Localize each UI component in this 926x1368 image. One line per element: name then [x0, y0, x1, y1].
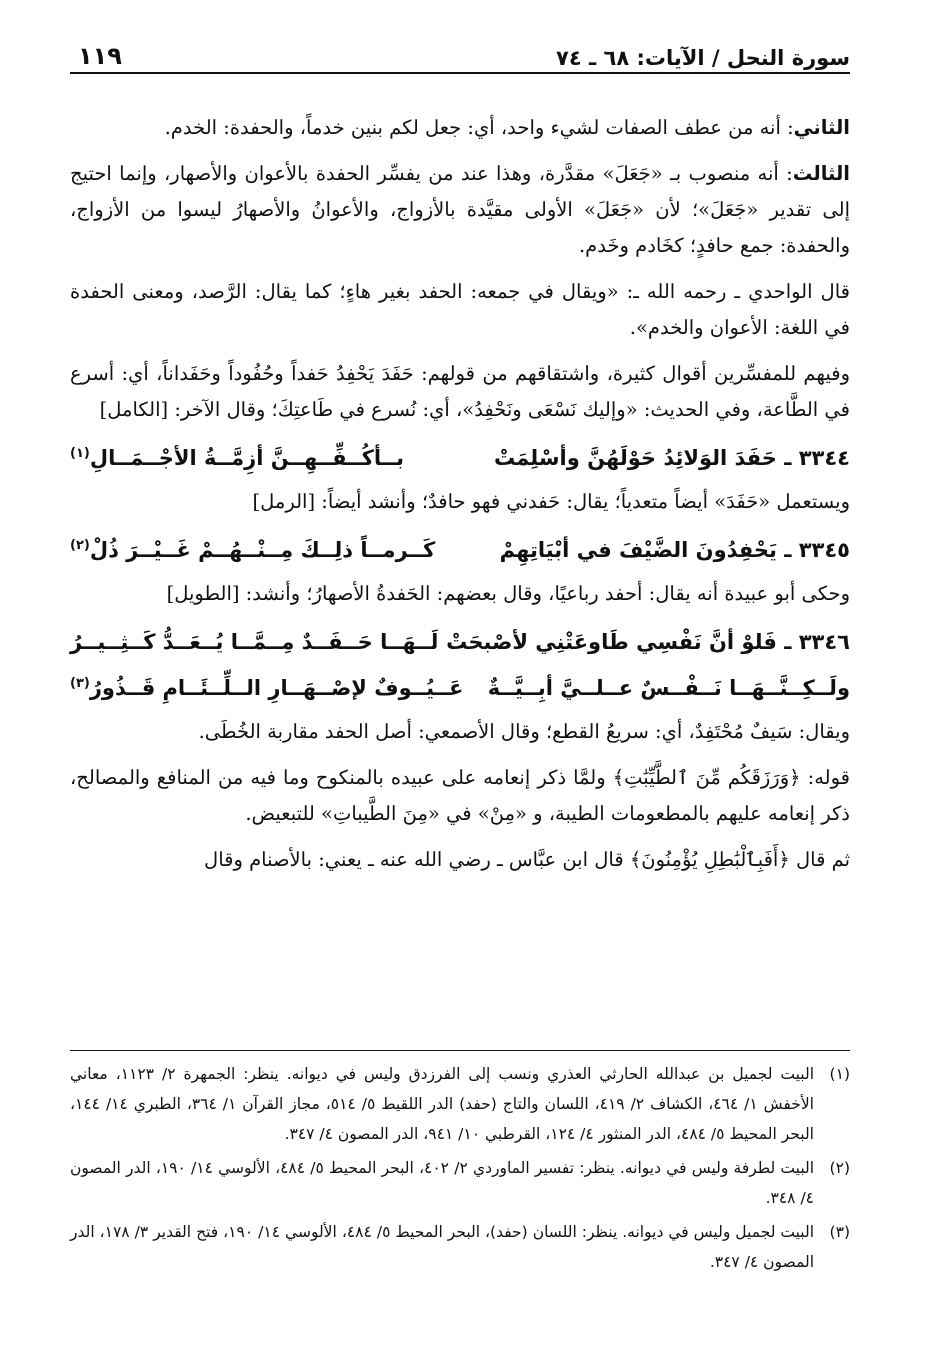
- verse-hemistich-first: ولَــكِــنَّــهَــا نَــفْــسٌ عــلــيَّ أبِــيَّــةٌ: [487, 676, 850, 700]
- paragraph-second: [70, 110, 850, 146]
- footnote-ref: (٣): [70, 676, 90, 691]
- footnote-text: البيت لجميل وليس في ديوانه. ينظر: اللسان (حفد)، البحر المحيط ٥/ ٤٨٤، الألوسي ١٤/ ١٩٠، فتح القدير ٣/ ١٧٨، الدر المصون ٤/ ٣٤٧.: [70, 1223, 815, 1271]
- paragraph-label: الثاني: [793, 116, 850, 139]
- page-number: ١١٩: [78, 42, 122, 70]
- verse-hemistich-second: كَــرمــاً ذلِــكَ مِــنْــهُــمْ غَــيْــرَ ذُلْ$^{(٢)}$: [70, 538, 436, 562]
- footnote-text: البيت لجميل بن عبدالله الحارثي العذري ونسب إلى الفرزدق وليس في ديوانه. ينظر: الجمهرة ٢/ ١١٢٣، معاني الأخفش ١/ ٤٦٤، الكشاف ٢/ ٤١٩، اللسان والتاج (حفد) الدر اللقيط ٥/ ٥١٤، مجاز القرآن ١/ ٣٦٤، الطبري ١٤/ ١٤٤، البحر المحيط ٥/ ٤٨٤، الدر المنثور ٤/ ١٢٤، القرطبي ١٠/ ٩٤١، الدر المصون ٤/ ٣٤٧.: [70, 1065, 815, 1143]
- footnote-text: البيت لطرفة وليس في ديوانه. ينظر: تفسير الماوردي ٢/ ٤٠٢، البحر المحيط ٥/ ٤٨٤، الألوسي ١٤/ ١٩٠، الدر المصون ٤/ ٣٤٨.: [70, 1159, 815, 1207]
- footnote: [70, 1059, 850, 1149]
- paragraph-third: [70, 156, 850, 264]
- verse-hemistich-first: ٣٣٤٥ ـ يَحْفِدُونَ الضَّيْفَ في أبْيَاتِهِمْ: [499, 538, 850, 562]
- main-text: [70, 110, 850, 878]
- verse-3346-line-1: [70, 622, 850, 662]
- paragraph-provision: قوله: ﴿وَرَزَقَكُم مِّنَ ٱلطَّيِّبَٰتِ﴾ ولمَّا ذكر إنعامه على عبيده بالمنكوح وما فيه من المنافع والمصالح، ذكر إنعامه عليهم بالمطعومات الطيبة، و «مِنْ» في «مِنَ الطَّيباتِ» للتبعيض.: [70, 766, 850, 825]
- paragraph-transitive: ويستعمل «حَفَدَ» أيضاً متعدياً؛ يقال: حَفدني فهو حافدٌ؛ وأنشد أيضاً: [الرمل]: [252, 490, 850, 513]
- footnote-ref: (١): [70, 446, 90, 461]
- verse-hemistich-second: بــأكُــفِّــهِــنَّ أزِمَّــةُ الأجْــمَــالِ$^{(١)}$: [70, 446, 404, 470]
- verse-3345: [70, 530, 850, 570]
- verse-3344: [70, 438, 850, 478]
- verse-hemistich-second: عَــيُــوفٌ لإصْــهَــارِ الــلِّــئَــامِ قَــذُورُ$^{(٣)}$: [70, 676, 464, 700]
- page-header: [70, 30, 850, 74]
- footnotes: [70, 1050, 850, 1281]
- paragraph-falsehood: ثم قال ﴿أَفَبِٱلْبَٰطِلِ يُؤْمِنُونَ﴾ قال ابن عبَّاس ـ رضي الله عنه ـ يعني: بالأصنام وقال: [204, 848, 850, 871]
- running-title: سورة النحل / الآيات: ٦٨ ـ ٧٤: [556, 46, 850, 70]
- footnote-number: (١): [829, 1065, 850, 1083]
- verse-hemistich-first: ٣٣٤٤ ـ حَفَدَ الوَلائِدُ حَوْلَهُنَّ وأسْلِمَتْ: [493, 446, 850, 470]
- footnote-number: (٣): [829, 1223, 850, 1241]
- paragraph-etymology: وفيهم للمفسِّرين أقوال كثيرة، واشتقاقهم من قولهم: حَفَدَ يَحْفِدُ حَفداً وحُفُوداً وحَفَداناً، أي: أسرع في الطَّاعة، وفي الحديث: «وإليك نَسْعَى ونَحْفِدُ»، أي: نُسرع في طَاعتِكَ؛ وقال الآخر: [الكامل]: [70, 362, 850, 421]
- verse-hemistich-first: ٣٣٤٦ ـ فَلوْ أنَّ نَفْسِي طَاوعَتْنِي لأصْبحَتْ: [446, 630, 850, 654]
- verse-hemistich-second: لَــهَــا حَــفَــدٌ مِــمَّــا يُــعَــدُّ كَــثِــيــرُ: [70, 630, 439, 654]
- footnote: [70, 1153, 850, 1213]
- footnote: [70, 1217, 850, 1277]
- paragraph-wahidi: قال الواحدي ـ رحمه الله ـ: «ويقال في جمعه: الحفد بغير هاءٍ؛ كما يقال: الرَّصد، ومعنى الحفدة في اللغة: الأعوان والخدم».: [70, 280, 850, 339]
- paragraph-asmai: ويقال: سَيفٌ مُحْتَفِدٌ، أي: سريعُ القطع؛ وقال الأصمعي: أصل الحفد مقاربة الخُطَى.: [198, 720, 850, 743]
- paragraph-abu-ubaida: وحكى أبو عبيدة أنه يقال: أحفد رباعيًا، وقال بعضهم: الحَفدةُ الأصهارُ؛ وأنشد: [الطويل]: [166, 582, 850, 605]
- paragraph-label: الثالث: [792, 162, 850, 185]
- footnote-number: (٢): [829, 1159, 850, 1177]
- paragraph-text: : أنه منصوب بـ «جَعَلَ» مقدَّرة، وهذا عند من يفسِّر الحفدة بالأعوان والأصهار، وإنما احتيج إلى تقدير «جَعَلَ»؛ لأن «جَعَلَ» الأولى مقيَّدة بالأزواج، والأعوانُ والأصهارُ ليسوا من الأزواج، والحفدة: جمع حافدٍ؛ كخَادم وخَدم.: [70, 162, 850, 257]
- paragraph-text: : أنه من عطف الصفات لشيء واحد، أي: جعل لكم بنين خدماً، والحفدة: الخدم.: [164, 116, 794, 139]
- footnote-ref: (٢): [70, 538, 90, 553]
- verse-3346-line-2: [70, 668, 850, 708]
- page: [70, 30, 850, 888]
